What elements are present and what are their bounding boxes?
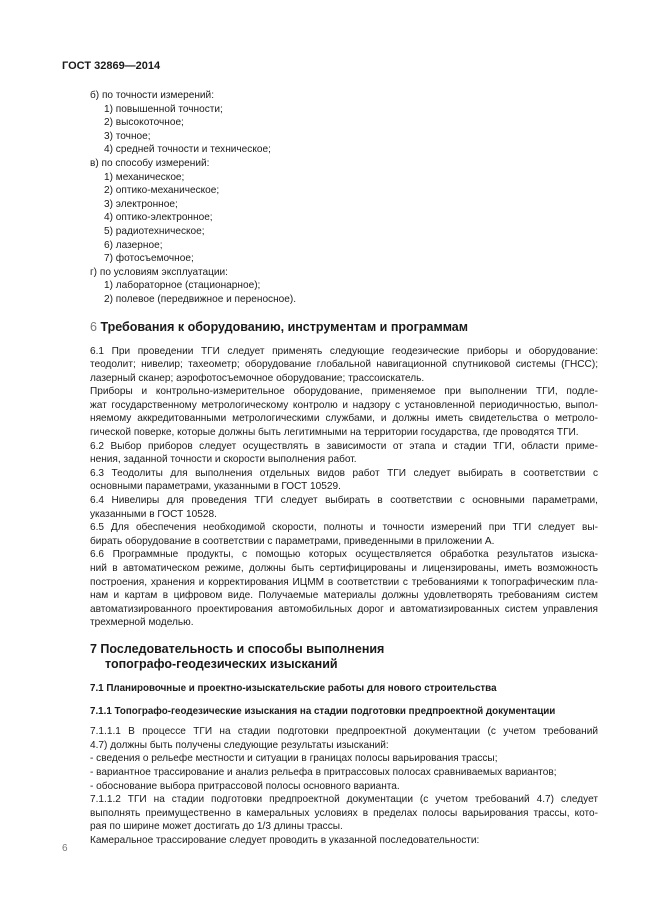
text-line: бирать оборудование в соответствии с параметрами, приведенными в приложении А. <box>90 535 495 547</box>
section-6-number: 6 <box>90 319 97 334</box>
text-line: трехмерной моделью. <box>90 617 194 629</box>
paragraph-7-1-1-2 <box>90 793 598 834</box>
text-line: 6.5 Для обеспечения необходимой скорости, полноты и точности измерений при ТГИ следует вы- <box>90 522 598 534</box>
text-line: 7.1.1.1 В процессе ТГИ на стадии подготовки предпроектной документации (с учетом требований <box>90 726 598 738</box>
list-item: 7) фотосъемочное; <box>104 253 194 265</box>
paragraph-6-2 <box>90 440 598 467</box>
paragraph-7-1-1-1 <box>90 725 598 752</box>
paragraph-6-6 <box>90 548 598 630</box>
paragraph-6-1 <box>90 345 598 386</box>
text-line: 6.1 При проведении ТГИ следует применять следующие геодезические приборы и оборудование: <box>90 345 598 357</box>
list-g-title: г) по условиям эксплуатации: <box>90 266 228 278</box>
page-content <box>90 89 598 848</box>
text-line: теодолит; нивелир; тахеометр; оборудование глобальной навигационной спутниковой системы (ГНСС); <box>90 359 598 371</box>
section-7-title-line-2: топографо-геодезических изысканий <box>105 656 338 671</box>
section-6-title: Требования к оборудованию, инструментам и программам <box>100 319 468 334</box>
subsection-7-1-1-heading: 7.1.1 Топографо-геодезические изыскания на стадии подготовки предпроектной документации <box>90 705 556 717</box>
list-b-items <box>90 103 598 157</box>
list-v-items <box>90 171 598 266</box>
paragraph-tracing <box>90 834 598 848</box>
list-v-title: в) по способу измерений: <box>90 157 210 169</box>
text-line: 6.2 Выбор приборов следует осуществлять в зависимости от этапа и стадии ТГИ, области приме- <box>90 440 598 452</box>
list-item: - сведения о рельефе местности и ситуации в границах полосы варьирования трассы; <box>90 753 498 765</box>
document-code: ГОСТ 32869—2014 <box>62 60 161 72</box>
list-item: 3) электронное; <box>104 198 178 210</box>
subsection-7-1-heading: 7.1 Планировочные и проектно-изыскательские работы для нового строительства <box>90 682 497 694</box>
section-7-title-line-1: 7 Последовательность и способы выполнения <box>90 641 385 656</box>
list-item: - вариантное трассирование и анализ рельефа в притрассовых полосах сравниваемых вариантов; <box>90 766 557 778</box>
text-line: указанными в ГОСТ 10528. <box>90 508 217 520</box>
text-line: няемому аккредитованными метрологическими службами, и должны иметь свидетельства о метроло- <box>90 413 598 425</box>
text-line: основными параметрами, указанными в ГОСТ 10529. <box>90 481 341 493</box>
text-line: Приборы и контрольно-измерительное оборудование, применяемое при выполнении ТГИ, подле- <box>90 386 598 398</box>
paragraph-6-1-devices <box>90 385 598 439</box>
text-line: жат государственному метрологическому контролю и надзору с установленной периодичностью, выпол- <box>90 399 598 411</box>
text-line: автоматизированного проектирования автомобильных дорог и автоматизированных систем управления <box>90 603 598 615</box>
text-line: 6.4 Нивелиры для проведения ТГИ следует выбирать в соответствии с основными параметрами, <box>90 495 598 507</box>
text-line: нения, заданной точности и скорости выполнения работ. <box>90 454 357 466</box>
text-line: 7.1.1.2 ТГИ на стадии подготовки предпроектной документации (с учетом требований 4.7) следует <box>90 794 598 806</box>
list-item: 2) оптико-механическое; <box>104 185 220 197</box>
list-item: 4) средней точности и техническое; <box>104 144 271 156</box>
list-item: 4) оптико-электронное; <box>104 212 213 224</box>
paragraph-6-5 <box>90 521 598 548</box>
list-item: 3) точное; <box>104 130 151 142</box>
list-item: 2) высокоточное; <box>104 117 184 129</box>
section-6-heading <box>90 320 598 335</box>
list-item: 5) радиотехническое; <box>104 225 205 237</box>
results-list <box>90 752 598 793</box>
list-item: 1) механическое; <box>104 171 185 183</box>
text-line: 6.3 Теодолиты для выполнения отдельных видов работ ТГИ следует выбирать в соответствии с <box>90 467 598 479</box>
text-line: Камеральное трассирование следует проводить в указанной последовательности: <box>90 834 480 846</box>
paragraph-6-4 <box>90 494 598 521</box>
section-7-heading <box>90 642 598 672</box>
text-line: 4.7) должны быть получены следующие результаты изысканий: <box>90 739 389 751</box>
page-number: 6 <box>62 843 68 854</box>
list-g-items <box>90 279 598 306</box>
paragraph-6-3 <box>90 467 598 494</box>
list-item: 1) повышенной точности; <box>104 103 223 115</box>
text-line: 6.6 Программные продукты, с помощью которых осуществляется обработка результатов изыска- <box>90 549 598 561</box>
text-line: построения, хранения и корректирования ИЦММ в соответствии с требованиями к топографическим пла- <box>90 576 598 588</box>
text-line: ний в автоматическом режиме, должны быть сертифицированы и лицензированы, иметь возможность <box>90 563 598 574</box>
list-item: - обоснование выбора притрассовой полосы основного варианта. <box>90 780 400 792</box>
text-line: рая по ширине может достигать до 1/3 длины трассы. <box>90 821 343 833</box>
list-item: 2) полевое (передвижное и переносное). <box>104 293 297 305</box>
list-item: 6) лазерное; <box>104 239 163 251</box>
list-b-title: б) по точности измерений: <box>90 90 214 101</box>
text-line: выполнять преимущественно в камеральных условиях в пределах полосы варьирования трассы, кото- <box>90 807 598 819</box>
text-line: лазерный сканер; аэрофотосъемочное оборудование; трассоискатель. <box>90 372 425 384</box>
list-item: 1) лабораторное (стационарное); <box>104 280 261 292</box>
text-line: нам и картам в цифровом виде. Получаемые материалы должны удовлетворять требованиям систем <box>90 590 598 602</box>
text-line: гической поверке, которые должны быть легитимными на территории государства, где проводятся ТГИ. <box>90 427 579 439</box>
